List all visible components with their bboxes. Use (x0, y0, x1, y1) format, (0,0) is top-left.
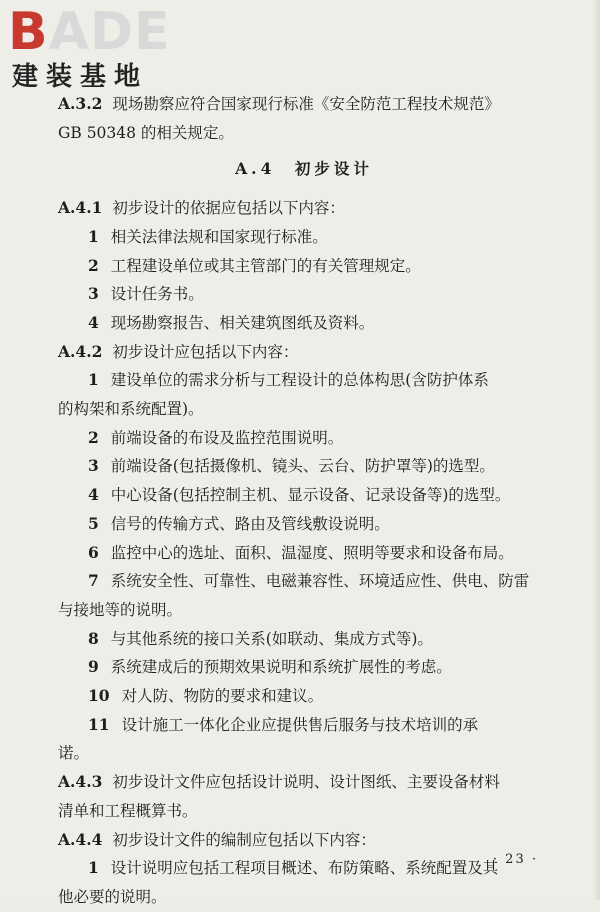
logo-wordmark: BADE (8, 2, 171, 62)
clause-A-3-2-continued: GB 50348 的相关规定。 (58, 123, 234, 142)
clause-A-4-2: A.4.2 初步设计应包括以下内容： (58, 341, 299, 361)
clause-A-3-2: A.3.2 现场勘察应符合国家现行标准《安全防范工程技术规范》 (58, 94, 500, 113)
logo-subtitle: 建装基地 (12, 62, 149, 92)
clause-A-4-1: A.4.1 初步设计的依据应包括以下内容： (58, 198, 345, 218)
clause-A-4-3: A.4.3 初步设计文件应包括设计说明、设计图纸、主要设备材料 (58, 772, 500, 792)
list-item-continued: 他必要的说明。 (58, 887, 167, 906)
document-body (58, 90, 550, 912)
list-item: 3 前端设备(包括摄像机、镜头、云台、防护罩等)的选型。 (88, 456, 495, 476)
list-item: 9 系统建成后的预期效果说明和系统扩展性的考虑。 (88, 657, 452, 677)
page-number: · 23 · (492, 852, 538, 867)
clause-A-4-3-continued: 清单和工程概算书。 (58, 801, 198, 820)
list-item: 11 设计施工一体化企业应提供售后服务与技术培训的承 (88, 714, 479, 734)
list-item: 4 中心设备(包括控制主机、显示设备、记录设备等)的选型。 (88, 485, 511, 505)
page-edge-shadow (592, 0, 600, 900)
list-item: 4 现场勘察报告、相关建筑图纸及资料。 (88, 312, 375, 332)
list-item: 2 工程建设单位或其主管部门的有关管理规定。 (88, 255, 421, 275)
list-item: 6 监控中心的选址、面积、温湿度、照明等要求和设备布局。 (88, 542, 514, 562)
list-item: 5 信号的传输方式、路由及管线敷设说明。 (88, 513, 390, 533)
list-item: 1 设计说明应包括工程项目概述、布防策略、系统配置及其 (88, 858, 499, 878)
list-item: 1 建设单位的需求分析与工程设计的总体构思(含防护体系 (88, 370, 489, 390)
list-item: 2 前端设备的布设及监控范围说明。 (88, 427, 344, 447)
list-item: 8 与其他系统的接口关系(如联动、集成方式等)。 (88, 628, 433, 648)
watermark-logo (8, 4, 178, 96)
list-item-continued: 诺。 (58, 744, 90, 763)
list-item-continued: 与接地等的说明。 (58, 600, 183, 619)
clause-A-4-4: A.4.4 初步设计文件的编制应包括以下内容： (58, 829, 376, 849)
list-item: 10 对人防、物防的要求和建议。 (88, 686, 324, 706)
list-item: 7 系统安全性、可靠性、电磁兼容性、环境适应性、供电、防雷 (88, 571, 530, 591)
list-item: 3 设计任务书。 (88, 284, 204, 304)
list-item: 1 相关法律法规和国家现行标准。 (88, 226, 328, 246)
list-item-continued: 的构架和系统配置)。 (58, 400, 204, 419)
section-heading: A.4 初步设计 (235, 159, 373, 179)
